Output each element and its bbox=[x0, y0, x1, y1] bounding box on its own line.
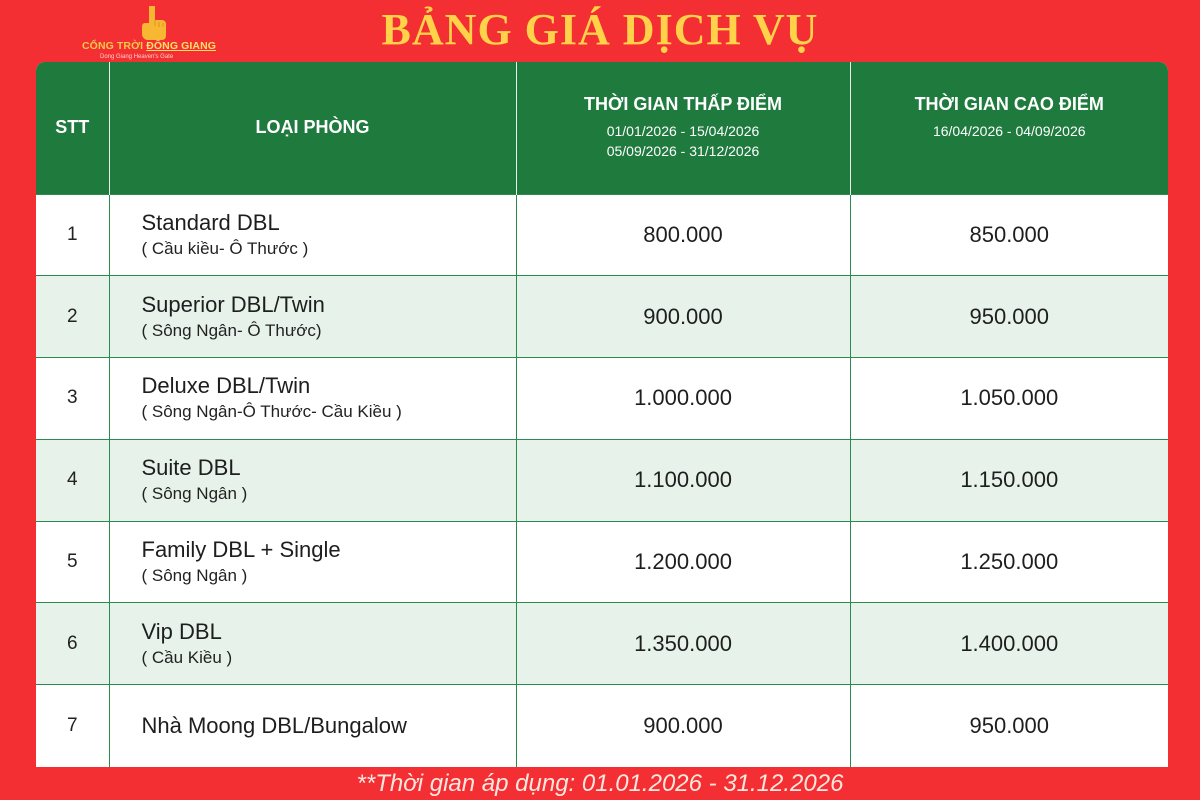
high-season-price: 1.250.000 bbox=[850, 521, 1168, 603]
high-season-price: 950.000 bbox=[850, 276, 1168, 358]
logo-brand-prefix: CỔNG TRỜI bbox=[82, 40, 144, 52]
low-season-price: 900.000 bbox=[516, 685, 850, 767]
room-cell bbox=[109, 603, 516, 685]
room-name: Deluxe DBL/Twin bbox=[141, 373, 311, 399]
room-name: Family DBL + Single bbox=[141, 537, 341, 563]
room-cell bbox=[109, 194, 516, 276]
room-note: ( Sông Ngân- Ô Thước) bbox=[141, 320, 322, 340]
table-row bbox=[36, 521, 1168, 603]
table-row bbox=[36, 194, 1168, 276]
price-table-container bbox=[36, 62, 1168, 767]
room-note: ( Cầu kiều- Ô Thước ) bbox=[141, 238, 309, 258]
table-row bbox=[36, 276, 1168, 358]
room-name: Vip DBL bbox=[141, 618, 222, 644]
header-low-season bbox=[516, 62, 850, 194]
low-season-range-2: 05/09/2026 - 31/12/2026 bbox=[606, 143, 760, 160]
room-note: ( Sông Ngân-Ô Thước- Cầu Kiều ) bbox=[141, 402, 402, 422]
room-note: ( Sông Ngân ) bbox=[141, 566, 248, 586]
row-stt: 5 bbox=[36, 521, 109, 603]
low-season-price: 1.000.000 bbox=[516, 358, 850, 440]
header-stt: STT bbox=[36, 62, 109, 194]
low-season-price: 800.000 bbox=[516, 194, 850, 276]
table-header-row bbox=[36, 62, 1168, 194]
row-stt: 3 bbox=[36, 358, 109, 440]
header-high-season bbox=[850, 62, 1168, 194]
room-name: Standard DBL bbox=[141, 209, 280, 235]
table-row bbox=[36, 685, 1168, 767]
room-cell bbox=[109, 439, 516, 521]
room-cell bbox=[109, 276, 516, 358]
room-name: Nhà Moong DBL/Bungalow bbox=[141, 712, 407, 738]
room-name: Superior DBL/Twin bbox=[141, 291, 325, 317]
high-season-price: 1.400.000 bbox=[850, 603, 1168, 685]
validity-footnote: **Thời gian áp dụng: 01.01.2026 - 31.12.2026 bbox=[356, 770, 844, 797]
low-season-price: 1.350.000 bbox=[516, 603, 850, 685]
room-name: Suite DBL bbox=[141, 455, 241, 481]
room-note: ( Cầu Kiều ) bbox=[141, 647, 233, 667]
high-season-price: 1.050.000 bbox=[850, 358, 1168, 440]
price-table bbox=[36, 62, 1168, 767]
logo-tagline: Dong Giang Heaven's Gate bbox=[100, 54, 174, 60]
low-season-price: 900.000 bbox=[516, 276, 850, 358]
row-stt: 7 bbox=[36, 685, 109, 767]
high-season-range-1: 16/04/2026 - 04/09/2026 bbox=[932, 123, 1086, 140]
room-cell bbox=[109, 521, 516, 603]
low-season-label: THỜI GIAN THẤP ĐIỂM bbox=[583, 94, 783, 115]
page-title: BẢNG GIÁ DỊCH VỤ bbox=[381, 5, 819, 54]
table-row bbox=[36, 603, 1168, 685]
high-season-label: THỜI GIAN CAO ĐIỂM bbox=[914, 94, 1104, 115]
header-room-type: LOẠI PHÒNG bbox=[109, 62, 516, 194]
high-season-price: 850.000 bbox=[850, 194, 1168, 276]
row-stt: 2 bbox=[36, 276, 109, 358]
high-season-price: 1.150.000 bbox=[850, 439, 1168, 521]
logo-brand-highlight: ĐÔNG GIANG bbox=[146, 40, 217, 52]
low-season-range-1: 01/01/2026 - 15/04/2026 bbox=[606, 123, 760, 140]
table-row bbox=[36, 358, 1168, 440]
low-season-price: 1.200.000 bbox=[516, 521, 850, 603]
room-cell bbox=[109, 685, 516, 767]
room-cell bbox=[109, 358, 516, 440]
row-stt: 1 bbox=[36, 194, 109, 276]
room-note: ( Sông Ngân ) bbox=[141, 484, 248, 504]
row-stt: 6 bbox=[36, 603, 109, 685]
row-stt: 4 bbox=[36, 439, 109, 521]
table-row bbox=[36, 439, 1168, 521]
low-season-price: 1.100.000 bbox=[516, 439, 850, 521]
high-season-price: 950.000 bbox=[850, 685, 1168, 767]
